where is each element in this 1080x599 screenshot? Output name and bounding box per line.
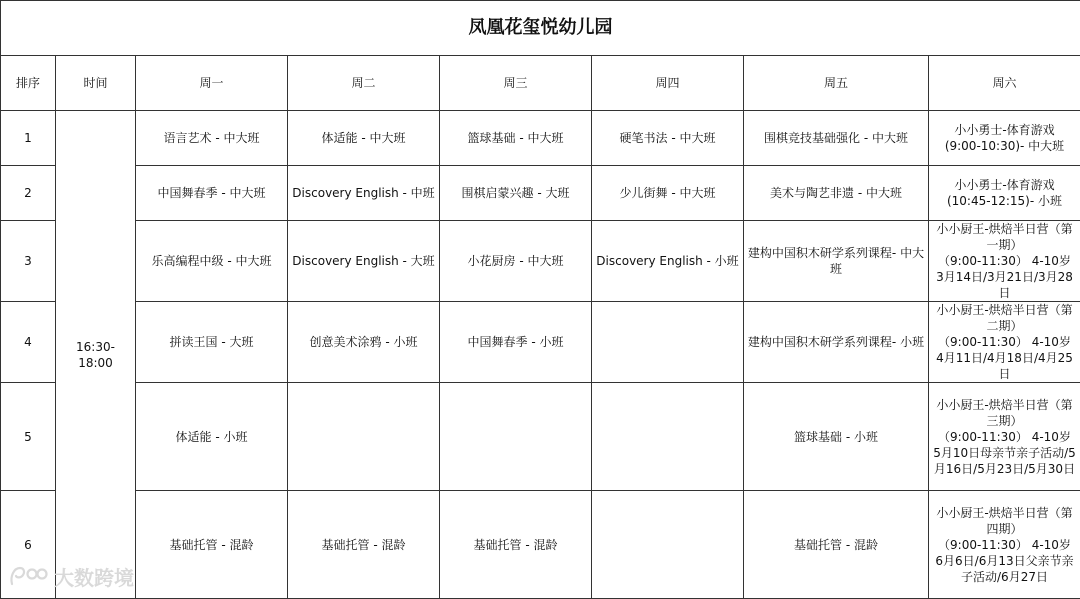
header-fri: 周五 (744, 56, 929, 111)
header-row (1, 56, 1080, 111)
mon-cell: 拼读王国 - 大班 (136, 302, 288, 383)
mon-cell: 语言艺术 - 中大班 (136, 111, 288, 166)
header-sat: 周六 (929, 56, 1080, 111)
fri-cell: 基础托管 - 混龄 (744, 491, 929, 599)
thu-cell (592, 383, 744, 491)
wed-cell: 基础托管 - 混龄 (440, 491, 592, 599)
thu-cell (592, 302, 744, 383)
tue-cell: 基础托管 - 混龄 (288, 491, 440, 599)
watermark-text: 大数跨境 (54, 562, 134, 591)
table-row (1, 383, 1080, 491)
wed-cell: 篮球基础 - 中大班 (440, 111, 592, 166)
mon-cell: 中国舞春季 - 中大班 (136, 166, 288, 221)
row-number: 6 (1, 491, 56, 599)
table-row (1, 166, 1080, 221)
thu-cell: Discovery English - 小班 (592, 221, 744, 302)
table-row (1, 111, 1080, 166)
row-number: 4 (1, 302, 56, 383)
header-thu: 周四 (592, 56, 744, 111)
tue-cell: 体适能 - 中大班 (288, 111, 440, 166)
row-number: 3 (1, 221, 56, 302)
sat-cell: 小小厨王-烘焙半日营（第三期） （9:00-11:30） 4-10岁 5月10日母亲节亲子活动/5月16日/5月23日/5月30日 (929, 383, 1080, 491)
time-cell: 16:30-18:00 (56, 111, 136, 599)
row-number: 5 (1, 383, 56, 491)
sat-cell: 小小勇士-体育游戏 (10:45-12:15)- 小班 (929, 166, 1080, 221)
sat-cell: 小小厨王-烘焙半日营（第一期） （9:00-11:30） 4-10岁 3月14日/3月21日/3月28日 (929, 221, 1080, 302)
fri-cell: 围棋竞技基础强化 - 中大班 (744, 111, 929, 166)
thu-cell: 少儿街舞 - 中大班 (592, 166, 744, 221)
header-order: 排序 (1, 56, 56, 111)
header-tue: 周二 (288, 56, 440, 111)
tue-cell: 创意美术涂鸦 - 小班 (288, 302, 440, 383)
wed-cell: 小花厨房 - 中大班 (440, 221, 592, 302)
fri-cell: 篮球基础 - 小班 (744, 383, 929, 491)
header-time: 时间 (56, 56, 136, 111)
tue-cell (288, 383, 440, 491)
mon-cell: 基础托管 - 混龄 (136, 491, 288, 599)
wed-cell: 中国舞春季 - 小班 (440, 302, 592, 383)
table-row (1, 491, 1080, 599)
sat-cell: 小小勇士-体育游戏 (9:00-10:30)- 中大班 (929, 111, 1080, 166)
row-number: 2 (1, 166, 56, 221)
mon-cell: 乐高编程中级 - 中大班 (136, 221, 288, 302)
mon-cell: 体适能 - 小班 (136, 383, 288, 491)
sat-cell: 小小厨王-烘焙半日营（第四期） （9:00-11:30） 4-10岁 6月6日/6月13日父亲节亲子活动/6月27日 (929, 491, 1080, 599)
wed-cell (440, 383, 592, 491)
header-mon: 周一 (136, 56, 288, 111)
thu-cell (592, 491, 744, 599)
fri-cell: 建构中国积木研学系列课程- 中大班 (744, 221, 929, 302)
row-number: 1 (1, 111, 56, 166)
sat-cell: 小小厨王-烘焙半日营（第二期） （9:00-11:30） 4-10岁 4月11日/4月18日/4月25日 (929, 302, 1080, 383)
table-row (1, 221, 1080, 302)
tue-cell: Discovery English - 中班 (288, 166, 440, 221)
tue-cell: Discovery English - 大班 (288, 221, 440, 302)
header-wed: 周三 (440, 56, 592, 111)
thu-cell: 硬笔书法 - 中大班 (592, 111, 744, 166)
wed-cell: 围棋启蒙兴趣 - 大班 (440, 166, 592, 221)
fri-cell: 建构中国积木研学系列课程- 小班 (744, 302, 929, 383)
table-row (1, 302, 1080, 383)
fri-cell: 美术与陶艺非遗 - 中大班 (744, 166, 929, 221)
page-title: 凤凰花玺悦幼儿园 (1, 1, 1080, 56)
